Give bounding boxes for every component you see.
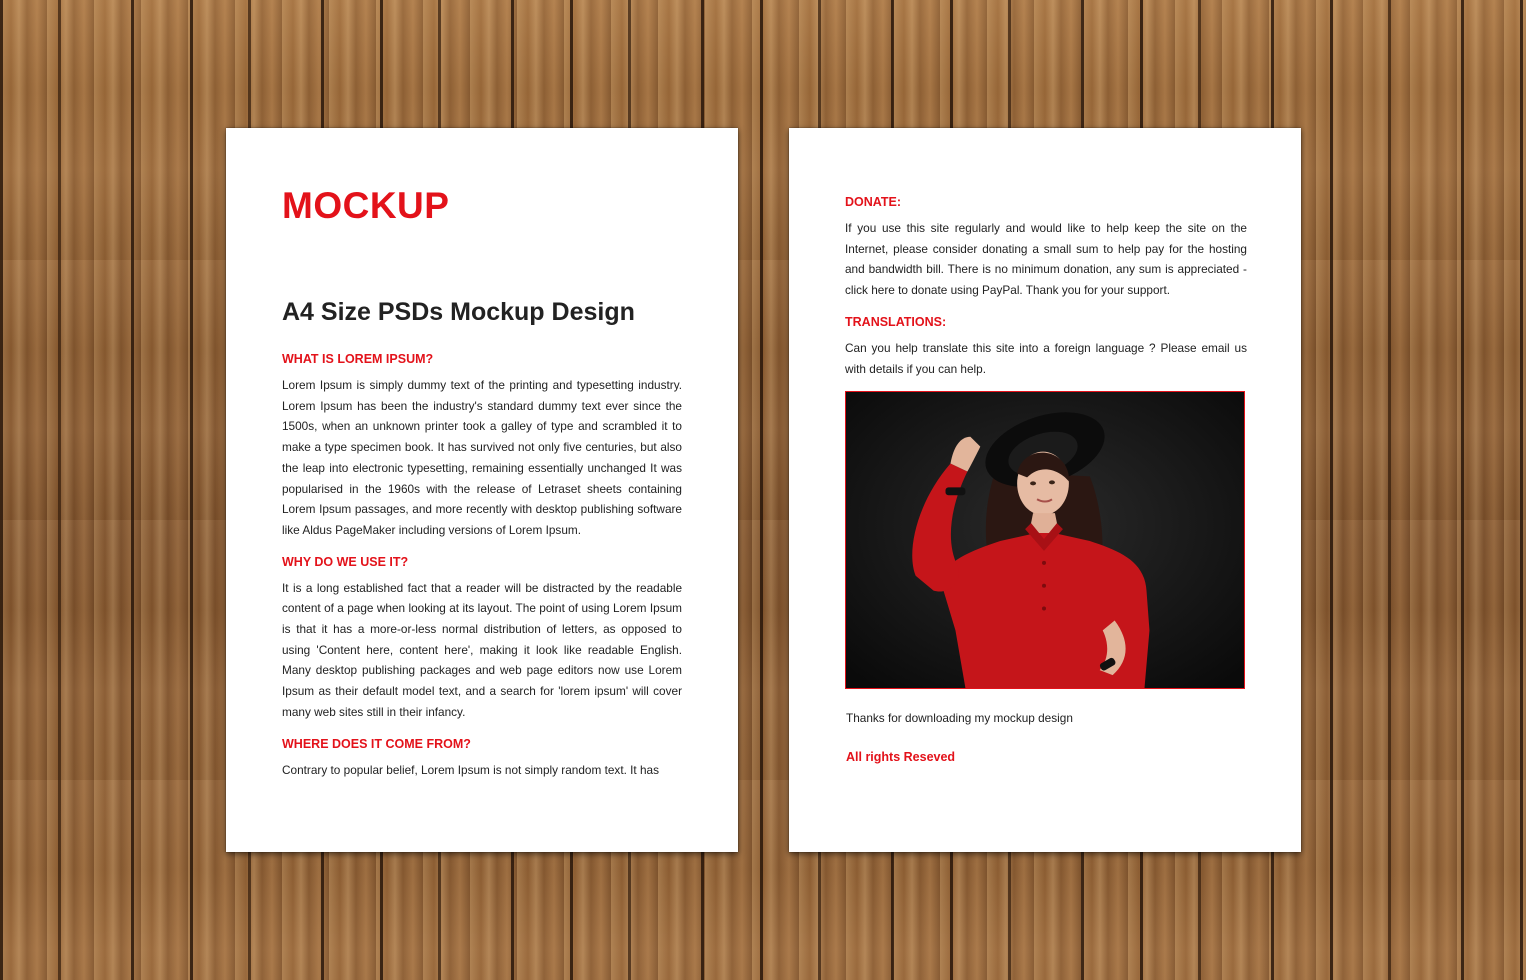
left-content — [282, 352, 682, 789]
left-page — [226, 128, 738, 852]
section-body-what: Lorem Ipsum is simply dummy text of the printing and typesetting industry. Lorem Ipsum has been the industry's standard dummy text ever since the 1500s, when an unknown printer took a galley of type and scrambled it to make a type specimen book. It has survived not only five centuries, but also the leap into electronic typesetting, remaining essentially unchanged It was popularised in the 1960s with the release of Letraset sheets containing Lorem Ipsum passages, and more recently with desktop publishing software like Aldus PageMaker including versions of Lorem Ipsum. — [282, 378, 682, 537]
portrait-illustration — [846, 392, 1244, 688]
section-body-translations: Can you help translate this site into a foreign language ? Please email us with details if you can help. — [845, 340, 1247, 376]
right-content — [845, 195, 1247, 764]
section-heading-where: WHERE DOES IT COME FROM? — [282, 736, 471, 751]
section-body-where: Contrary to popular belief, Lorem Ipsum is not simply random text. It has — [282, 762, 660, 777]
brand-title: MOCKUP — [282, 185, 450, 226]
section-heading-donate: DONATE: — [845, 195, 902, 209]
thanks-note: Thanks for downloading my mockup design — [846, 711, 1073, 726]
section-body-why: It is a long established fact that a reader will be distracted by the readable content of a page when looking at its layout. The point of using Lorem Ipsum is that it has a more-or-less normal distribution of letters, as opposed to using 'Content here, content here', making it look like readable English. Many desktop publishing packages and web page editors now use Lorem Ipsum as their default model text, and a search for 'lorem ipsum' will cover many web sites still in their infancy. — [282, 580, 682, 719]
document-title: A4 Size PSDs Mockup Design — [282, 298, 635, 326]
portrait-photo — [845, 391, 1245, 689]
section-heading-why: WHY DO WE USE IT? — [282, 554, 409, 569]
section-heading-what: WHAT IS LOREM IPSUM? — [282, 352, 434, 366]
section-body-donate: If you use this site regularly and would like to help keep the site on the Internet, please consider donating a small sum to help pay for the hosting and bandwidth bill. There is no minimum donation, any sum is appreciated - click here to donate using PayPal. Thank you for your support. — [845, 221, 1247, 298]
section-heading-translations: TRANSLATIONS: — [845, 314, 947, 329]
right-page — [789, 128, 1301, 852]
rights-note: All rights Reseved — [846, 750, 956, 765]
